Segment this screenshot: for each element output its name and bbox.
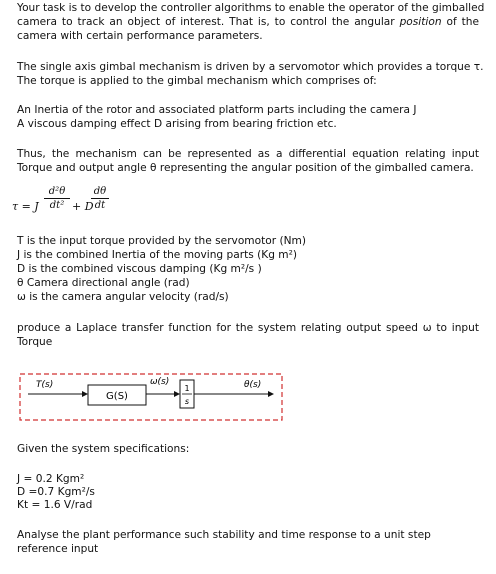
closing-line-1: Analyse the plant performance such stability and time response to a unit step: [17, 529, 431, 541]
task-line-1: produce a Laplace transfer function for the system relating output speed ω to input: [17, 322, 479, 334]
eq-plus-d: + D: [72, 200, 94, 213]
eq-den-1: dt²: [49, 200, 65, 211]
eq-num-2: dθ: [93, 186, 107, 197]
integrator-denominator: s: [184, 397, 190, 406]
definition-torque: T is the input torque provided by the servomotor (Nm): [17, 235, 306, 247]
intro-line-3: camera with certain performance parameters.: [17, 30, 263, 42]
input-signal-label: T(s): [36, 380, 54, 390]
spec-kt: Kt = 1.6 V/rad: [17, 499, 93, 511]
intro-line-2: [17, 16, 479, 30]
task-line-2: Torque: [17, 336, 53, 348]
intro-line-2-text: camera to track an object of interest. That is, to control the angular: [17, 16, 395, 28]
output-signal-label: θ(s): [244, 380, 262, 390]
eq-num-1: d²θ: [48, 186, 66, 197]
definition-damping: D is the combined viscous damping (Kg m²/s ): [17, 263, 262, 275]
eq-fraction-bar-1: [44, 198, 70, 199]
integrator-numerator: 1: [184, 384, 190, 393]
intro-line-1: Your task is to develop the controller algorithms to enable the operator of the gimballed: [17, 2, 485, 14]
mechanism-line-2: The torque is applied to the gimbal mechanism which comprises of:: [17, 75, 377, 87]
component-inertia: An Inertia of the rotor and associated platform parts including the camera J: [17, 104, 417, 116]
eq-fraction-bar-2: [91, 198, 109, 199]
mid-signal-label: ω(s): [150, 377, 170, 387]
mechanism-line-1: The single axis gimbal mechanism is driven by a servomotor which provides a torque τ.: [17, 61, 484, 73]
definition-inertia: J is the combined Inertia of the moving parts (Kg m²): [17, 249, 297, 261]
plant-block-label: G(S): [106, 391, 128, 402]
definition-angle: θ Camera directional angle (rad): [17, 277, 190, 289]
intro-emphasis-position: position: [399, 16, 442, 28]
model-line-1: Thus, the mechanism can be represented as a differential equation relating input: [17, 148, 479, 160]
input-arrowhead: [82, 391, 88, 397]
spec-inertia: J = 0.2 Kgm²: [17, 473, 85, 485]
eq-lhs: τ = J: [12, 200, 39, 213]
specs-heading: Given the system specifications:: [17, 443, 190, 455]
output-arrowhead: [268, 391, 274, 397]
definition-velocity: ω is the camera angular velocity (rad/s): [17, 291, 229, 303]
block-diagram: [18, 372, 288, 424]
eq-fraction-1: [44, 186, 70, 211]
spec-damping: D =0.7 Kgm²/s: [17, 486, 95, 498]
closing-line-2: reference input: [17, 543, 99, 555]
component-damping: A viscous damping effect D arising from bearing friction etc.: [17, 118, 337, 130]
intro-line-2-end: of the: [446, 16, 480, 28]
model-line-2: Torque and output angle θ representing the angular position of the gimballed camera.: [17, 162, 474, 174]
mid-arrowhead: [174, 391, 180, 397]
eq-den-2: dt: [94, 200, 106, 211]
eq-fraction-2: [91, 186, 109, 211]
